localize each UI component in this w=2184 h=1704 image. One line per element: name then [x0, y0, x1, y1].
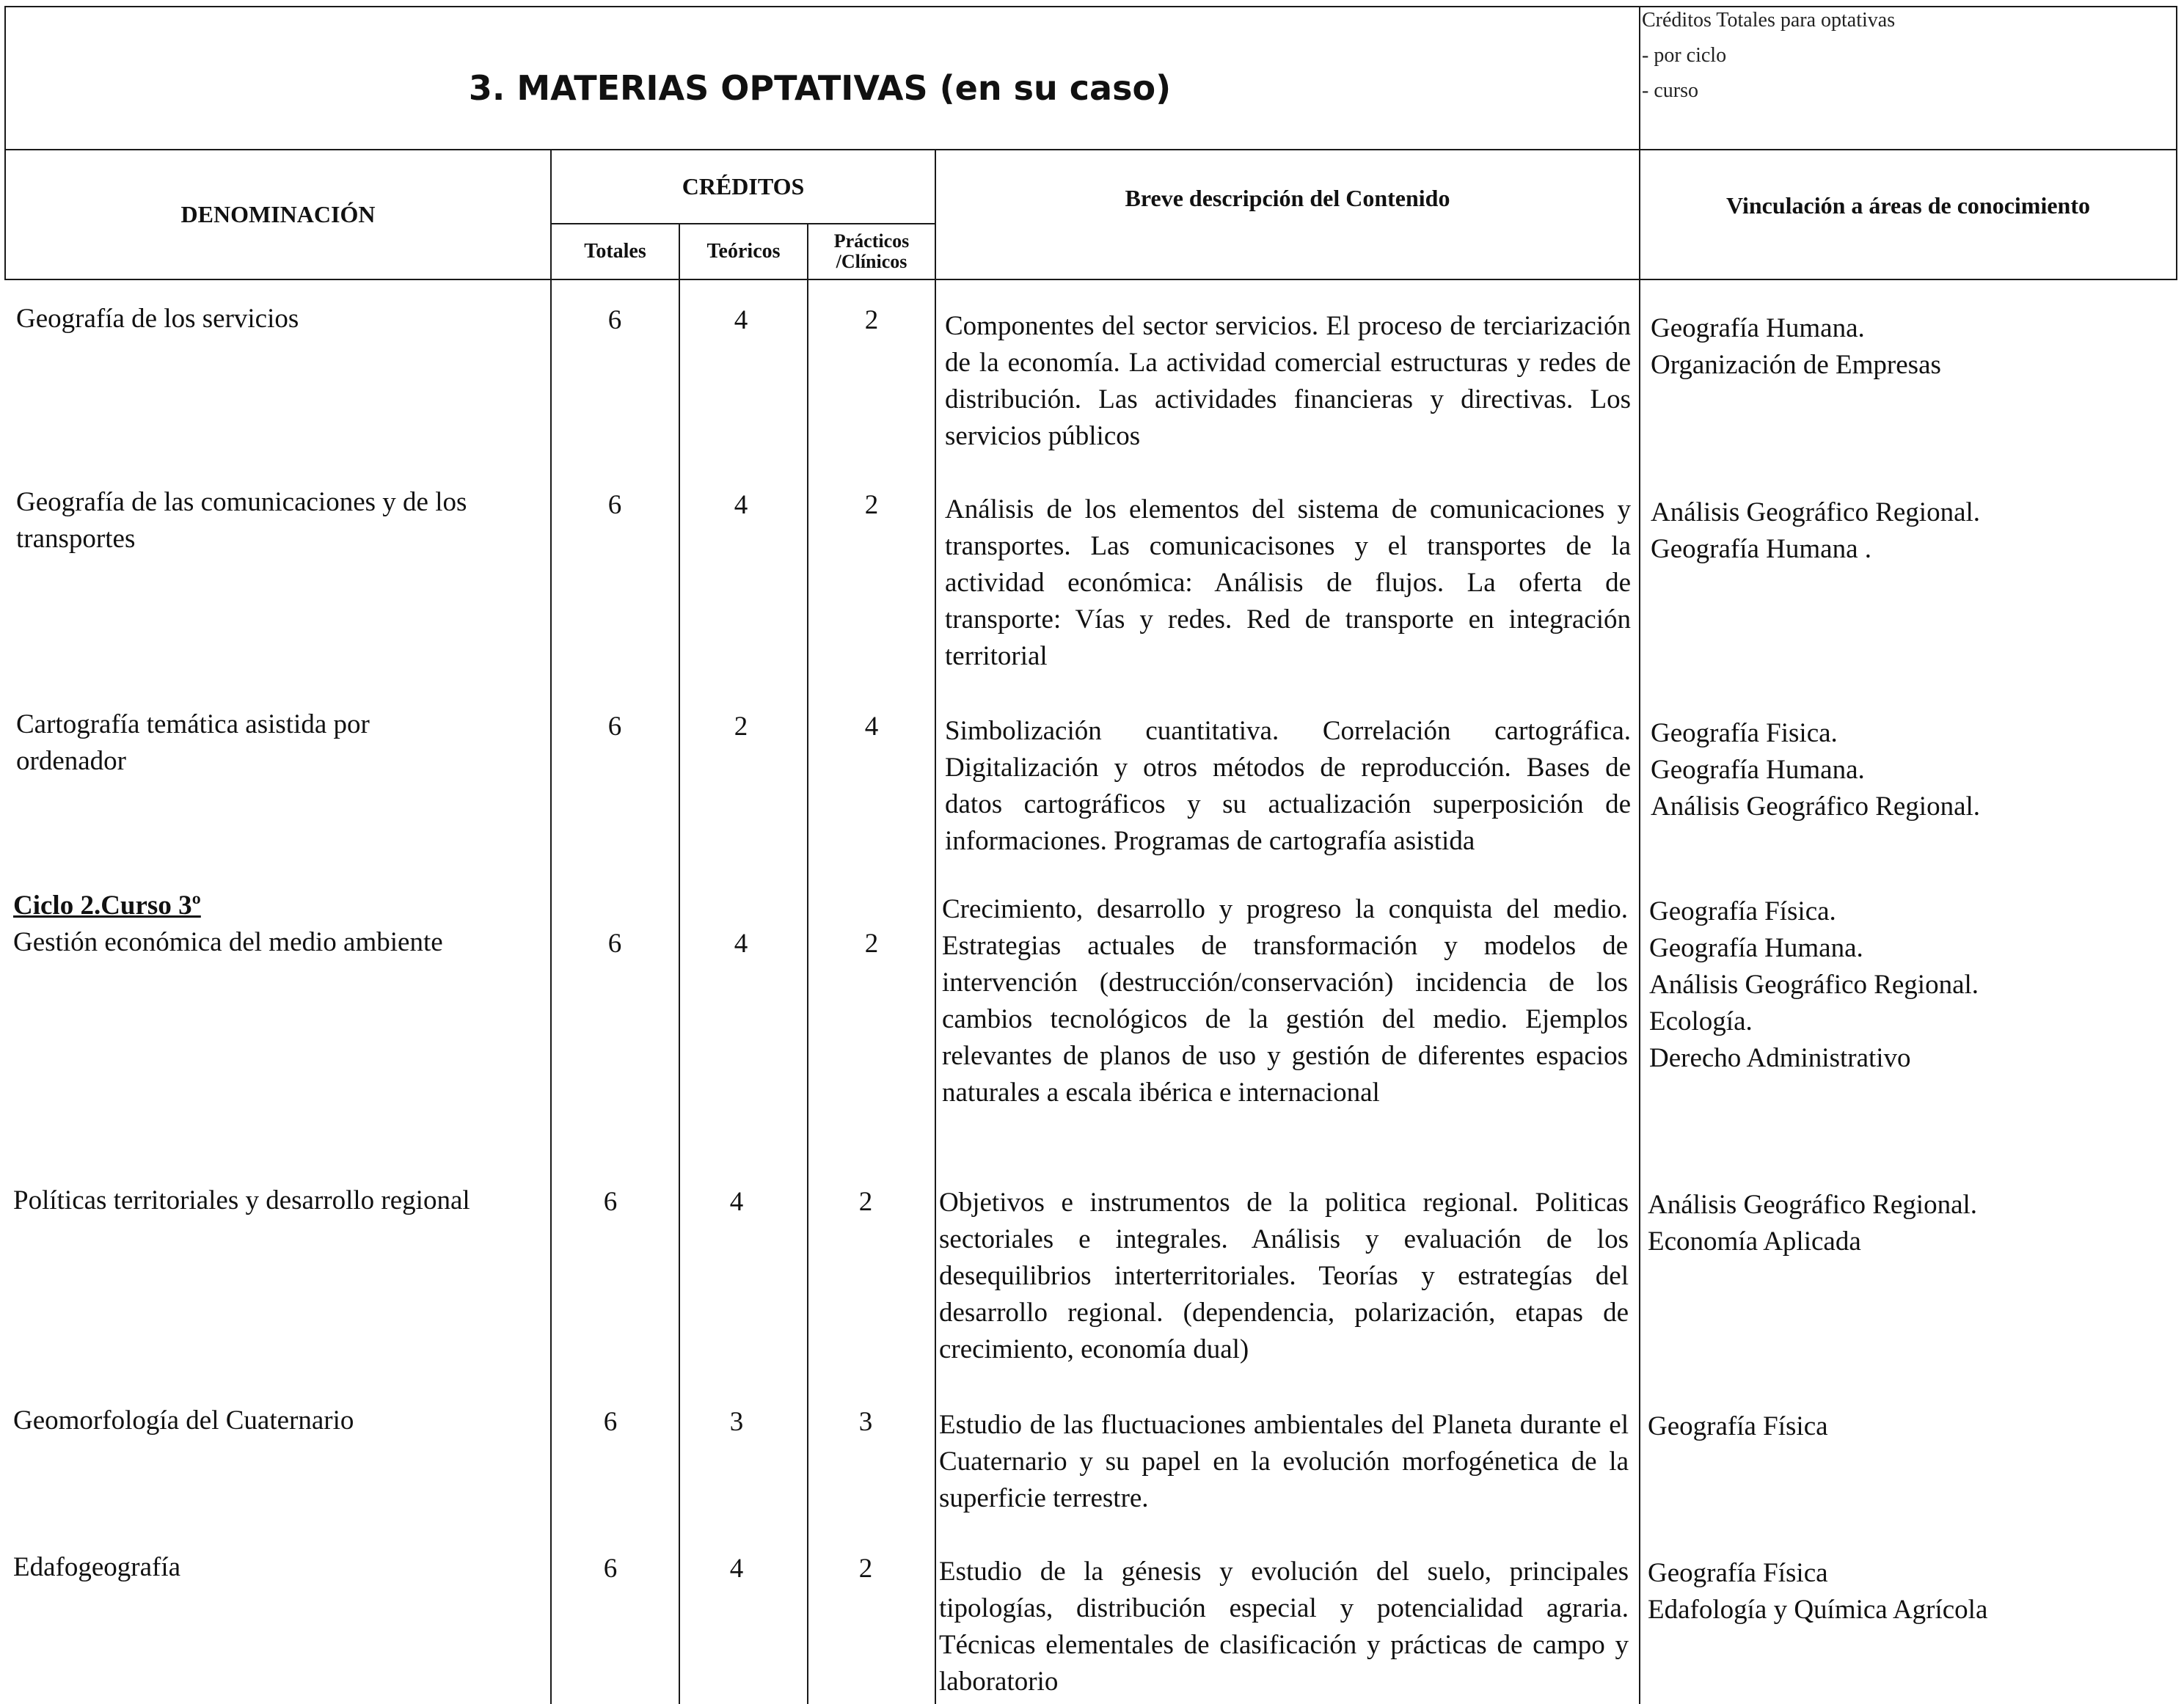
- row-totales: 6: [607, 712, 622, 742]
- row-name: Políticas territoriales y desarrollo regional: [13, 1185, 470, 1215]
- row-totales: 6: [607, 490, 622, 520]
- header-teoricos: Teóricos: [706, 240, 781, 263]
- area-item: Geografía Física: [1648, 1558, 1828, 1588]
- rule-totals-left: [1639, 6, 1640, 1704]
- row-teoricos: 3: [729, 1407, 744, 1437]
- row-areas: [1651, 715, 2179, 825]
- row-areas: [1648, 1555, 2176, 1628]
- area-item: Geografía Física: [1648, 1411, 1828, 1441]
- row-name-line: Cartografía temática asistida por ordenador: [16, 709, 370, 776]
- row-teoricos: 4: [734, 929, 748, 959]
- row-description: Crecimiento, desarrollo y progreso la conquista del medio. Estrategias actuales de transformación y modelos de intervención (destrucción/conservación) incidencia de los cambios tecnológicos de la gestión del medio. Ejemplos relevantes de planos de uso y gestión de diferentes espacios naturales a escala ibérica e internacional: [942, 894, 1628, 1108]
- row-areas: [1651, 310, 2179, 384]
- rule-totales-right: [679, 223, 680, 1704]
- rule-teoricos-right: [807, 223, 808, 1704]
- row-name-line: Gestión económica del medio ambiente: [13, 927, 443, 957]
- row-description: Componentes del sector servicios. El proceso de terciarización de la economía. La actividad comercial estructuras y redes de distribución. Las actividades financieras y directivas. Los servicios públicos: [945, 311, 1631, 451]
- area-item: Análisis Geográfico Regional.: [1649, 970, 1979, 1000]
- row-totales: 6: [607, 929, 622, 959]
- rule-header-bottom: [4, 279, 2177, 280]
- area-item: Análisis Geográfico Regional.: [1651, 497, 1981, 527]
- rule-name-right: [550, 149, 552, 1704]
- row-teoricos: 4: [734, 490, 748, 520]
- row-totales: 6: [607, 305, 622, 335]
- row-teoricos: 4: [729, 1187, 744, 1217]
- cycle-heading: Ciclo 2.Curso 3º: [13, 891, 201, 921]
- header-totales: Totales: [584, 240, 646, 263]
- row-practicos: 2: [858, 1554, 873, 1584]
- row-description: Simbolización cuantitativa. Correlación cartográfica. Digitalización y otros métodos de reproducción. Bases de datos cartográficos y su actualización superposición de informaciones. Programas de cartografía asistida: [945, 716, 1631, 856]
- row-areas: [1651, 494, 2179, 568]
- row-name: [16, 484, 530, 557]
- totals-note: [1642, 3, 2177, 109]
- area-item: Economía Aplicada: [1648, 1226, 1861, 1257]
- row-name: [13, 888, 527, 961]
- row-practicos: 2: [858, 1187, 873, 1217]
- row-totales: 6: [603, 1554, 618, 1584]
- row-areas: [1648, 1187, 2176, 1260]
- row-name: Edafogeografía: [13, 1552, 181, 1582]
- rule-credits-right: [935, 149, 936, 1704]
- row-description: Objetivos e instrumentos de la politica regional. Politicas sectoriales e integrales. Análisis y evaluación de los desequilibrios interterritoriales. Teorías y estrategías del desarrollo regional. (dependencia, polarización, etapas de crecimiento, economía dual): [939, 1188, 1629, 1364]
- row-areas: [1648, 1408, 2176, 1445]
- header-denominacion: DENOMINACIÓN: [180, 201, 376, 227]
- row-practicos: 3: [858, 1407, 873, 1437]
- area-item: Edafología y Química Agrícola: [1648, 1595, 1988, 1625]
- row-description: Análisis de los elementos del sistema de comunicaciones y transportes. Las comunicacisones y el transportes de la actividad económica: Análisis de flujos. La oferta de transporte: Vías y redes. Red de transporte en integración territorial: [945, 494, 1631, 671]
- row-areas: [1649, 893, 2177, 1077]
- header-vinculacion: Vinculación a áreas de conocimiento: [1726, 191, 2090, 219]
- totals-line-curso: - curso: [1642, 79, 1698, 102]
- area-item: Geografía Humana.: [1651, 755, 1865, 785]
- totals-line-ciclo: - por ciclo: [1642, 44, 1727, 67]
- row-description: Estudio de las fluctuaciones ambientales del Planeta durante el Cuaternario y su papel en la evolución morfogénetica de la superficie terrestre.: [939, 1410, 1629, 1513]
- row-teoricos: 4: [729, 1554, 744, 1584]
- row-practicos: 2: [864, 490, 879, 520]
- area-item: Análisis Geográfico Regional.: [1651, 791, 1981, 822]
- area-item: Geografía Humana.: [1649, 933, 1863, 963]
- row-name: Geografía de los servicios: [16, 304, 299, 334]
- area-item: Geografía Humana.: [1651, 313, 1865, 343]
- area-item: Organización de Empresas: [1651, 350, 1941, 380]
- area-item: Geografía Humana .: [1651, 534, 1872, 564]
- row-practicos: 2: [864, 929, 879, 959]
- row-teoricos: 4: [734, 305, 748, 335]
- row-practicos: 2: [864, 305, 879, 335]
- area-item: Geografía Física.: [1649, 896, 1836, 926]
- row-name-line: Geografía de las comunicaciones y de los transportes: [16, 487, 467, 554]
- row-practicos: 4: [864, 712, 879, 742]
- header-creditos: CRÉDITOS: [682, 173, 805, 200]
- row-totales: 6: [603, 1187, 618, 1217]
- row-totales: 6: [603, 1407, 618, 1437]
- header-descripcion: Breve descripción del Contenido: [1125, 184, 1450, 211]
- section-title: 3. MATERIAS OPTATIVAS (en su caso): [468, 68, 1172, 108]
- row-description: Estudio de la génesis y evolución del suelo, principales tipologías, distribución especial y potencialidad agraria. Técnicas elementales de clasificación y prácticas de campo y laboratorio: [939, 1557, 1629, 1697]
- area-item: Derecho Administrativo: [1649, 1043, 1911, 1073]
- area-item: Ecología.: [1649, 1006, 1753, 1036]
- totals-title: Créditos Totales para optativas: [1642, 9, 1896, 32]
- row-teoricos: 2: [734, 712, 748, 742]
- row-name: Geomorfología del Cuaternario: [13, 1405, 354, 1436]
- header-practicos: Prácticos /Clínicos: [833, 230, 910, 272]
- area-item: Análisis Geográfico Regional.: [1648, 1190, 1978, 1220]
- row-name: [16, 706, 530, 780]
- area-item: Geografía Fisica.: [1651, 718, 1838, 748]
